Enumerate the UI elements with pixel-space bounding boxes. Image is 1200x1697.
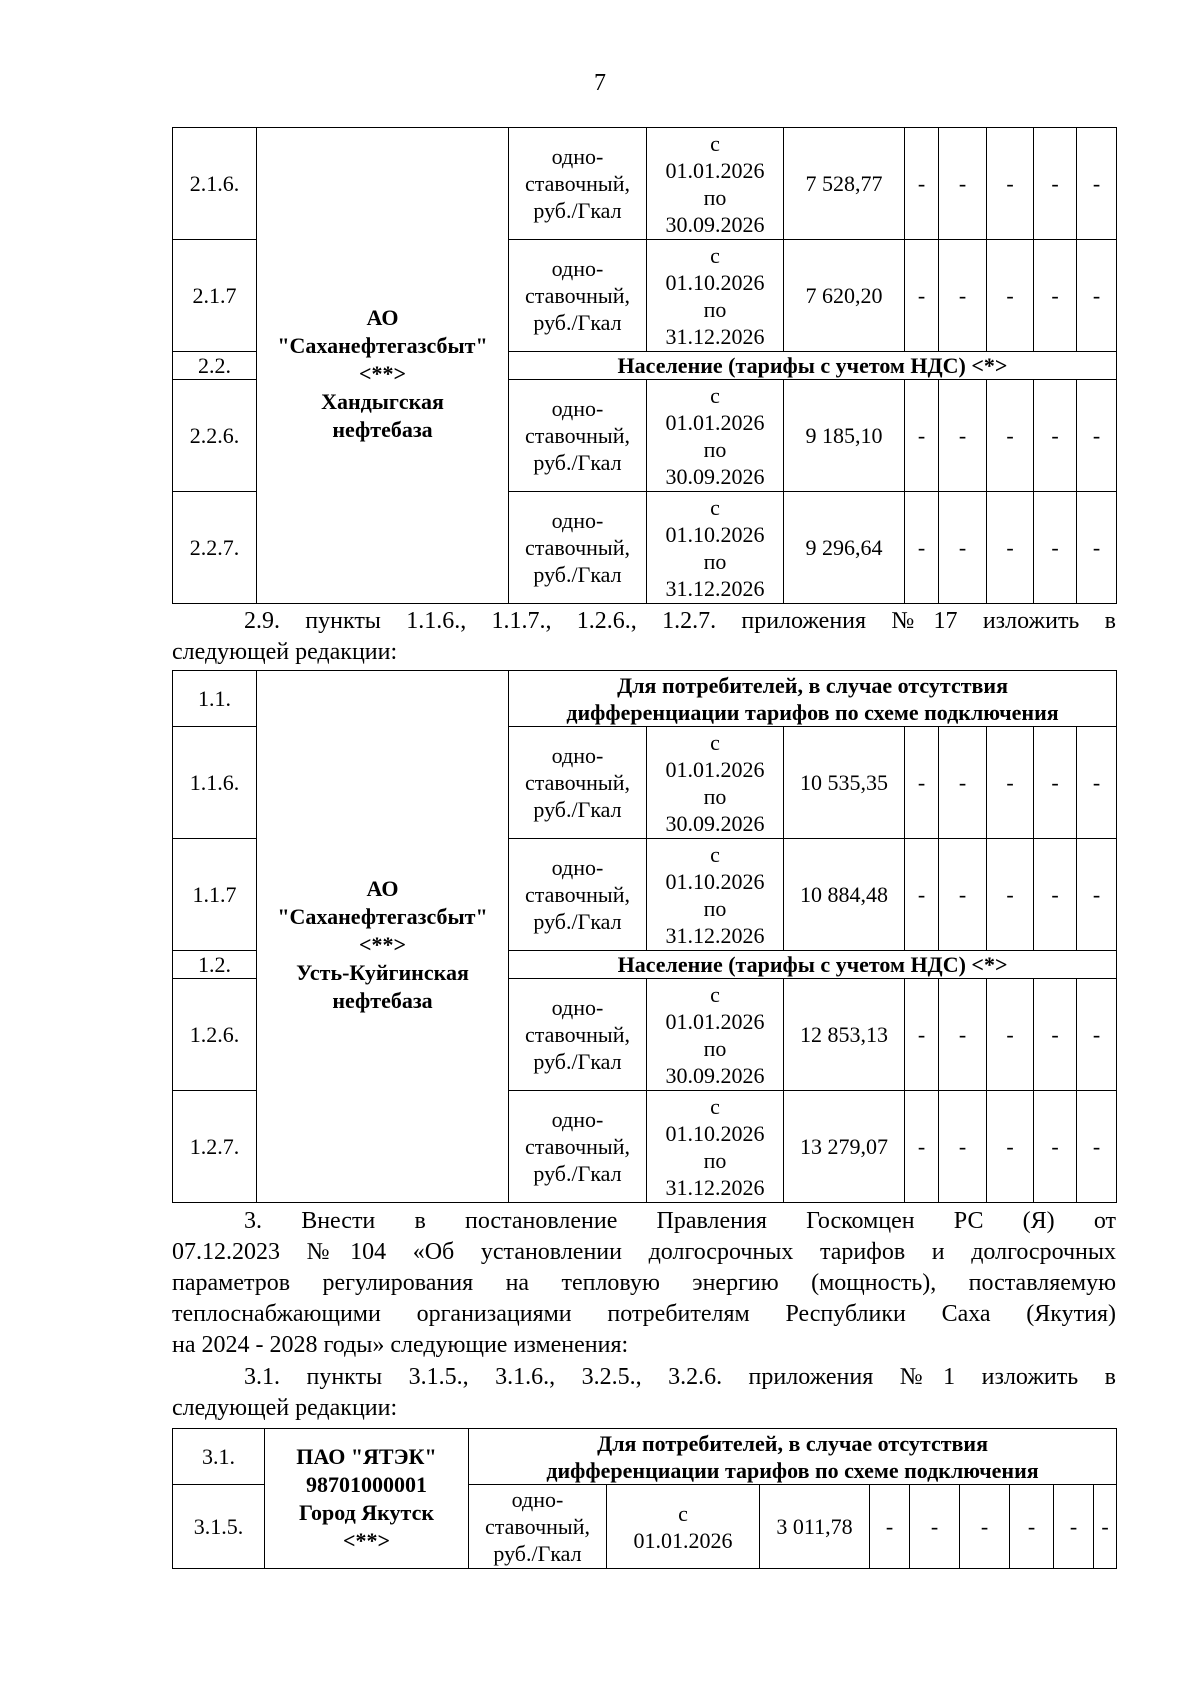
dash-cell: - [939,128,987,240]
dash-cell: - [905,380,939,492]
row-number: 2.2. [173,352,257,380]
page-number: 7 [594,70,606,96]
tariff-kind-cell: одно- ставочный, руб./Гкал [509,839,647,951]
dash-cell: - [939,979,987,1091]
dash-cell: - [1077,839,1117,951]
row-number: 1.2.6. [173,979,257,1091]
paragraph-line: 07.12.2023 №104 «Об установлении долгосрочных тарифов и долгосрочных [172,1239,1116,1265]
tariff-kind-cell: одно- ставочный, руб./Гкал [509,979,647,1091]
paragraph-3 [172,1206,1116,1361]
tariff-value: 7 620,20 [784,240,905,352]
dash-cell: - [939,839,987,951]
tariff-value: 10 884,48 [784,839,905,951]
dash-cell: - [1077,1091,1117,1203]
dash-cell: - [910,1485,960,1569]
dash-cell: - [1077,128,1117,240]
row-number: 1.1. [173,671,257,727]
tariff-value: 9 296,64 [784,492,905,604]
tariff-kind-cell: одно- ставочный, руб./Гкал [469,1485,607,1569]
section-label: Население (тарифы с учетом НДС) <*> [509,951,1117,979]
paragraph-line: параметров регулирования на тепловую энергию (мощность), поставляемую [172,1270,1116,1296]
dash-cell: - [987,727,1034,839]
dash-cell: - [939,727,987,839]
tariff-value: 13 279,07 [784,1091,905,1203]
dash-cell: - [1010,1485,1054,1569]
org-line: Хандыгская [321,388,444,414]
org-line: АО [366,875,399,901]
dash-cell: - [905,1091,939,1203]
period-cell: с 01.10.2026 по 31.12.2026 [647,240,784,352]
dash-cell: - [905,839,939,951]
org-line: Город Якутск [298,1499,435,1525]
dash-cell: - [905,240,939,352]
row-number: 1.1.7 [173,839,257,951]
dash-cell: - [1034,492,1077,604]
paragraph-line: следующей редакции: [172,639,398,665]
tariff-table-ust-kuiga [172,670,1117,1203]
tariff-value: 9 185,10 [784,380,905,492]
paragraph-line: теплоснабжающими организациями потребителям Республики Саха (Якутия) [172,1301,1116,1327]
dash-cell: - [905,492,939,604]
paragraph-line: 3.1. пункты 3.1.5., 3.1.6., 3.2.5., 3.2.6. приложения №1 изложить в [244,1364,1116,1390]
org-line: ПАО "ЯТЭК" [296,1443,437,1469]
section-label: Население (тарифы с учетом НДС) <*> [509,352,1117,380]
dash-cell: - [1034,727,1077,839]
dash-cell: - [987,128,1034,240]
table-row [173,128,1117,240]
dash-cell: - [1034,839,1077,951]
period-cell: с 01.10.2026 по 31.12.2026 [647,839,784,951]
row-number: 1.1.6. [173,727,257,839]
tariff-value: 12 853,13 [784,979,905,1091]
dash-cell: - [1034,979,1077,1091]
dash-cell: - [939,240,987,352]
row-number: 3.1. [173,1429,265,1485]
dash-cell: - [1034,1091,1077,1203]
dash-cell: - [1034,128,1077,240]
tariff-value: 3 011,78 [760,1485,870,1569]
period-cell: с 01.01.2026 по 30.09.2026 [647,128,784,240]
org-line: нефтебаза [332,987,433,1013]
org-line: Усть-Куйгинская [296,959,469,985]
tariff-table-khandyga [172,127,1117,604]
organization-cell [257,671,509,1203]
tariff-kind-cell: одно- ставочный, руб./Гкал [509,380,647,492]
org-line: "Саханефтегазсбыт" [277,332,488,358]
dash-cell: - [987,839,1034,951]
section-header-row [173,1429,1117,1485]
section-label: Для потребителей, в случае отсутствия дифференциации тарифов по схеме подключения [509,671,1117,727]
dash-cell: - [1034,380,1077,492]
dash-cell: - [987,979,1034,1091]
organization-cell [265,1429,469,1569]
row-number: 1.2. [173,951,257,979]
dash-cell: - [939,380,987,492]
tariff-kind-cell: одно- ставочный, руб./Гкал [509,128,647,240]
org-line: 98701000001 [306,1471,427,1497]
dash-cell: - [1077,492,1117,604]
dash-cell: - [1034,240,1077,352]
tariff-kind-cell: одно- ставочный, руб./Гкал [509,727,647,839]
period-cell: с 01.10.2026 по 31.12.2026 [647,492,784,604]
tariff-kind-cell: одно- ставочный, руб./Гкал [509,240,647,352]
org-line: <**> [358,360,407,386]
dash-cell: - [987,240,1034,352]
dash-cell: - [905,727,939,839]
row-number: 2.1.7 [173,240,257,352]
org-line: <**> [342,1527,391,1553]
paragraph-line: 3. Внести в постановление Правления Госкомцен РС (Я) от [244,1208,1116,1234]
period-cell: с 01.01.2026 по 30.09.2026 [647,727,784,839]
dash-cell: - [1054,1485,1094,1569]
dash-cell: - [939,492,987,604]
paragraph-line: следующей редакции: [172,1395,398,1421]
row-number: 2.2.6. [173,380,257,492]
dash-cell: - [905,979,939,1091]
tariff-table-yatek [172,1428,1117,1569]
period-cell: с 01.01.2026 [607,1485,760,1569]
dash-cell: - [987,1091,1034,1203]
row-number: 1.2.7. [173,1091,257,1203]
org-line: "Саханефтегазсбыт" [277,903,488,929]
org-line: АО [366,304,399,330]
dash-cell: - [870,1485,910,1569]
dash-cell: - [1077,240,1117,352]
dash-cell: - [939,1091,987,1203]
org-line: нефтебаза [332,416,433,442]
tariff-kind-cell: одно- ставочный, руб./Гкал [509,492,647,604]
dash-cell: - [1094,1485,1117,1569]
dash-cell: - [1077,979,1117,1091]
dash-cell: - [987,492,1034,604]
dash-cell: - [987,380,1034,492]
paragraph-3-1 [172,1362,1116,1424]
tariff-value: 7 528,77 [784,128,905,240]
paragraph-line: на 2024 - 2028 годы» следующие изменения: [172,1332,629,1358]
period-cell: с 01.01.2026 по 30.09.2026 [647,979,784,1091]
dash-cell: - [1077,727,1117,839]
row-number: 2.2.7. [173,492,257,604]
row-number: 3.1.5. [173,1485,265,1569]
section-header-row [173,671,1117,727]
tariff-value: 10 535,35 [784,727,905,839]
period-cell: с 01.10.2026 по 31.12.2026 [647,1091,784,1203]
organization-cell [257,128,509,604]
dash-cell: - [1077,380,1117,492]
row-number: 2.1.6. [173,128,257,240]
org-line: <**> [358,931,407,957]
dash-cell: - [960,1485,1010,1569]
paragraph-line: 2.9. пункты 1.1.6., 1.1.7., 1.2.6., 1.2.7. приложения №17 изложить в [244,608,1116,634]
tariff-kind-cell: одно- ставочный, руб./Гкал [509,1091,647,1203]
dash-cell: - [905,128,939,240]
period-cell: с 01.01.2026 по 30.09.2026 [647,380,784,492]
section-label: Для потребителей, в случае отсутствия дифференциации тарифов по схеме подключения [469,1429,1117,1485]
paragraph-2-9 [172,606,1116,668]
